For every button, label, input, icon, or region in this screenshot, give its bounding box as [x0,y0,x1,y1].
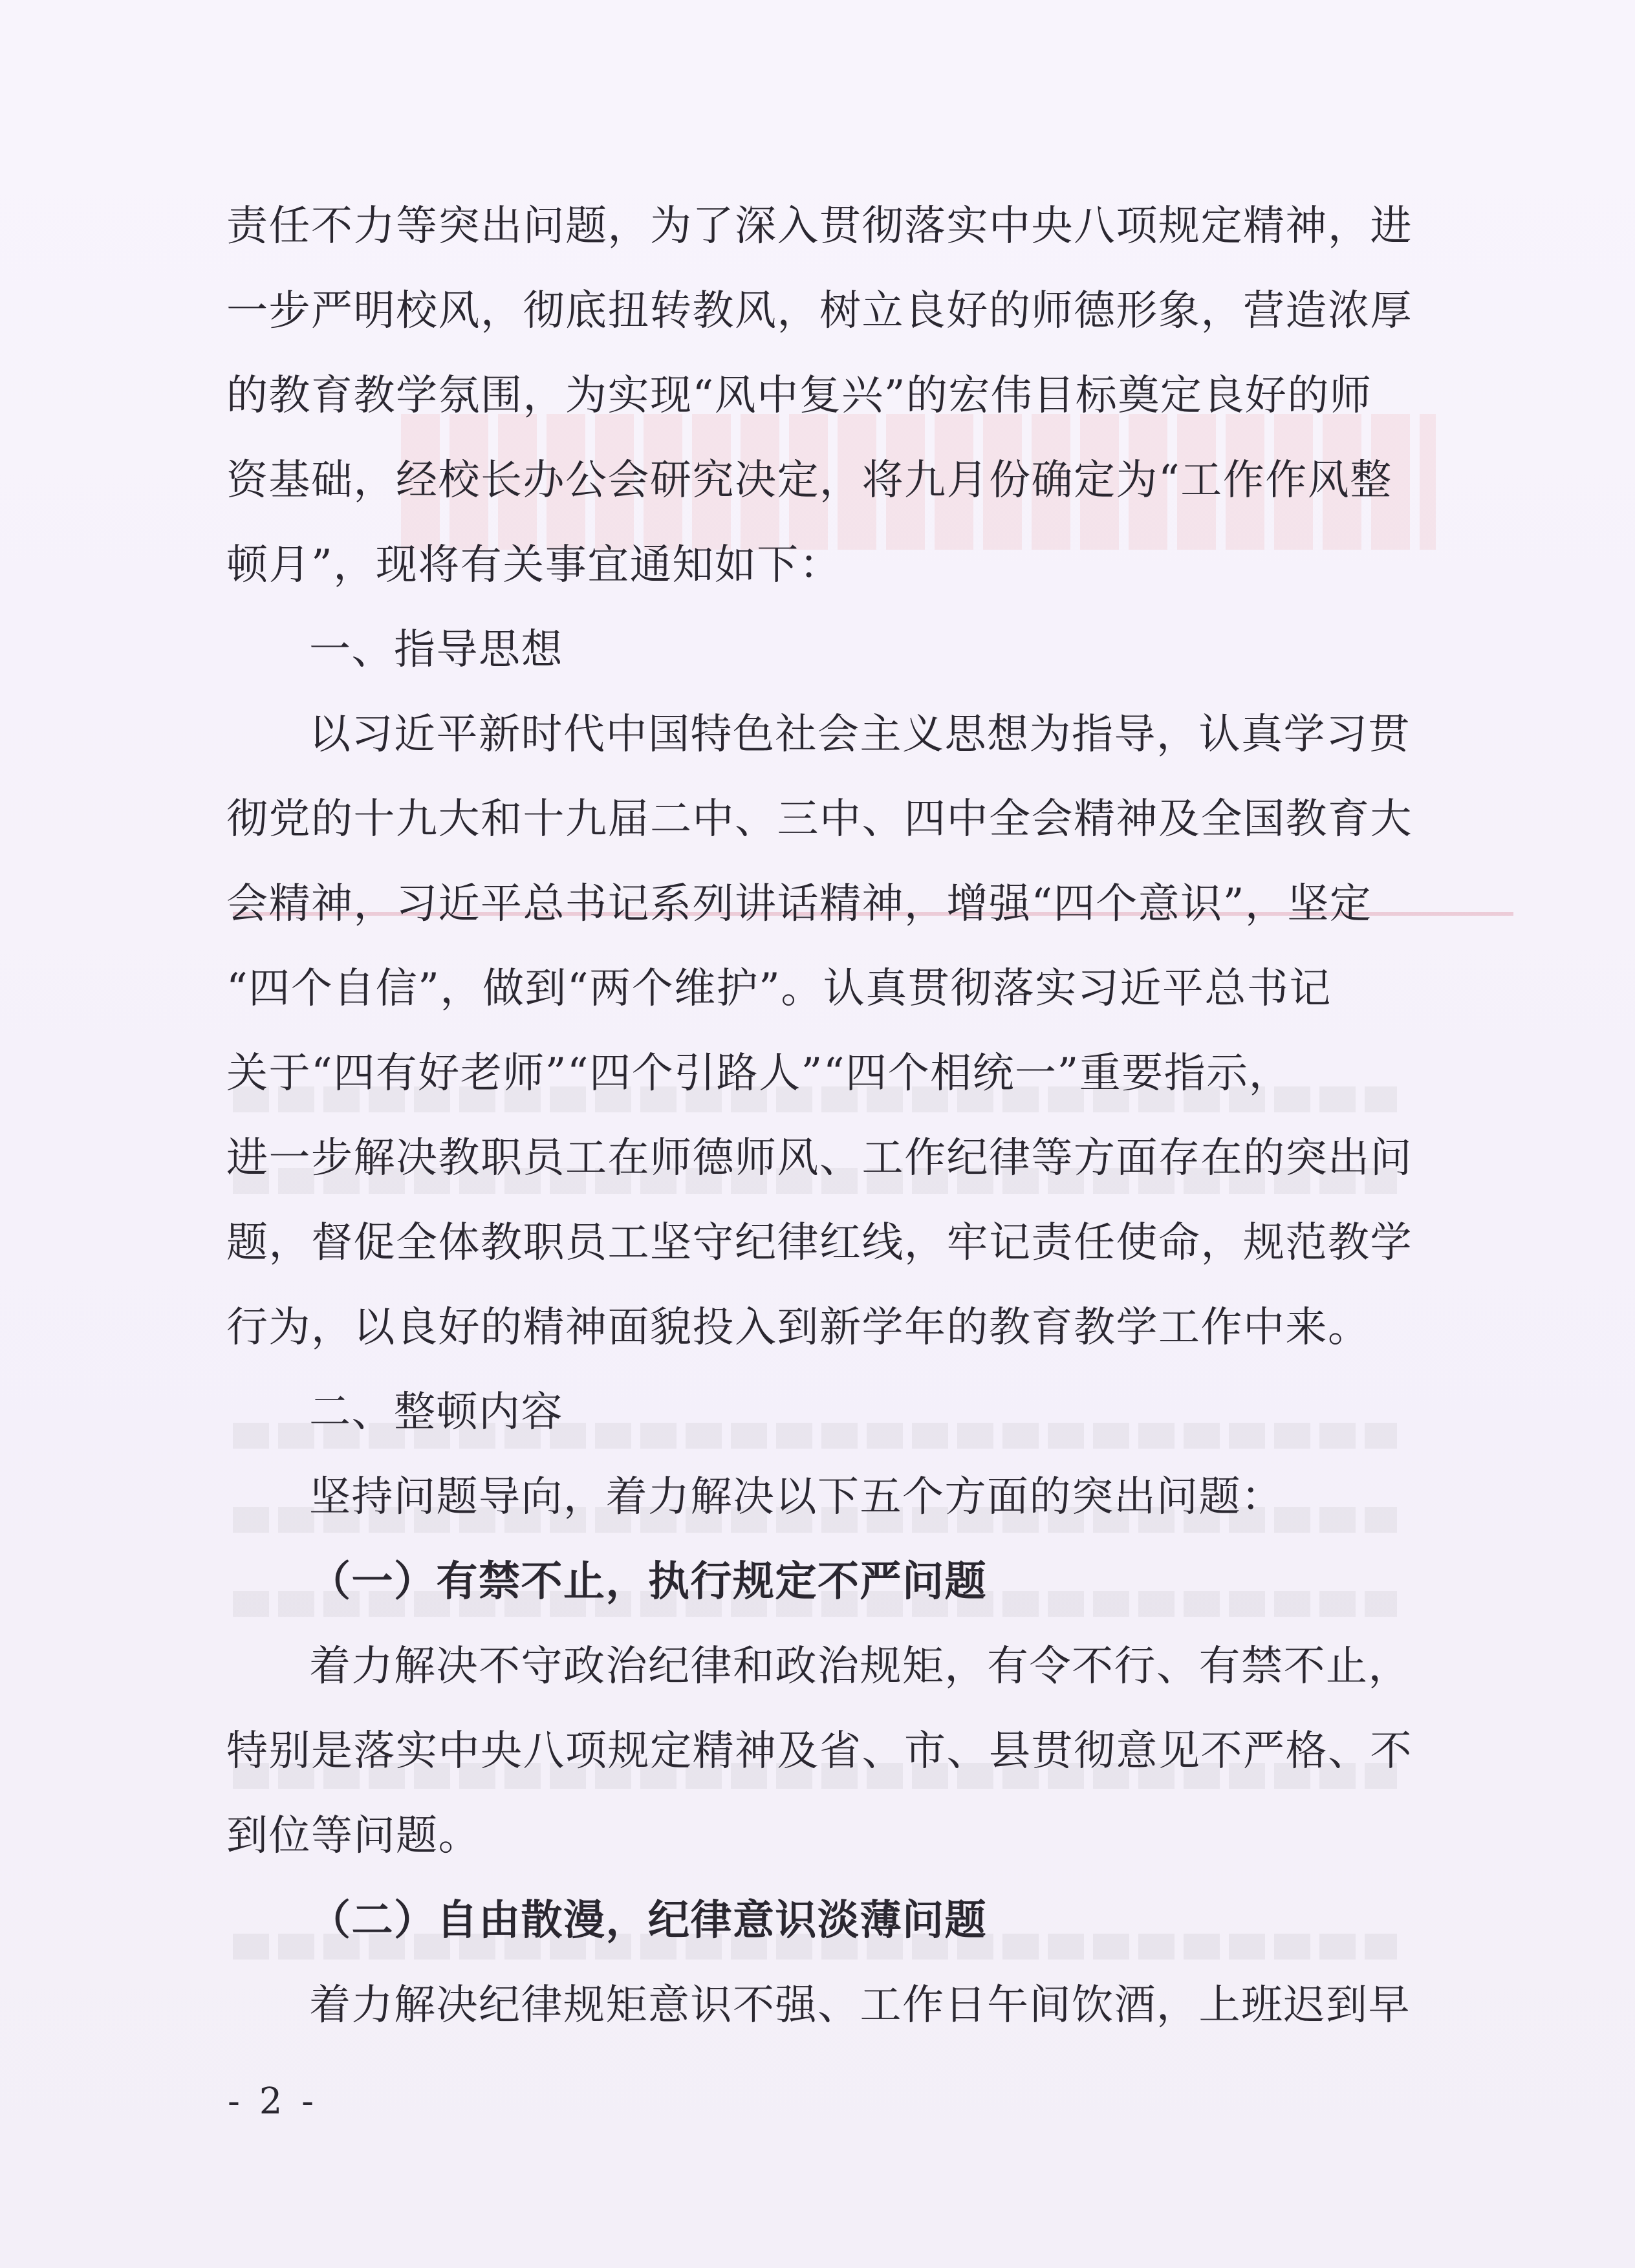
text-line: 资基础，经校长办公会研究决定，将九月份确定为“工作作风整 [226,457,1392,504]
text-line: 的教育教学氛围，为实现“风中复兴”的宏伟目标奠定良好的师 [226,372,1372,420]
text-line: 关于“四有好老师”“四个引路人”“四个相统一”重要指示， [226,1050,1292,1097]
text-line: 一、指导思想 [309,626,563,674]
section-subheading: （一）有禁不止，执行规定不严问题 [309,1557,987,1606]
text-line: 顿月”，现将有关事宜通知如下： [226,541,842,589]
text-line: “四个自信”，做到“两个维护”。认真贯彻落实习近平总书记 [226,965,1332,1013]
text-line: 彻党的十九大和十九届二中、三中、四中全会精神及全国教育大 [226,795,1413,843]
text-line: 坚持问题导向，着力解决以下五个方面的突出问题： [309,1473,1284,1521]
text-line: 二、整顿内容 [309,1388,563,1436]
text-line: 责任不力等突出问题，为了深入贯彻落实中央八项规定精神，进 [226,202,1413,250]
text-line: 题，督促全体教职员工坚守纪律红线，牢记责任使命，规范教学 [226,1219,1413,1267]
text-line: 行为，以良好的精神面貌投入到新学年的教育教学工作中来。 [226,1304,1370,1352]
text-line: 特别是落实中央八项规定精神及省、市、县贯彻意见不严格、不 [226,1727,1413,1775]
section-subheading: （二）自由散漫，纪律意识淡薄问题 [309,1896,987,1945]
body-text [226,202,1416,2069]
text-line: 着力解决不守政治纪律和政治规矩，有令不行、有禁不止， [309,1643,1411,1690]
text-line: 一步严明校风，彻底扭转教风，树立良好的师德形象，营造浓厚 [226,287,1413,335]
text-line: 会精神，习近平总书记系列讲话精神，增强“四个意识”，坚定 [226,880,1372,928]
page-number: - 2 - [228,2080,318,2122]
text-line: 以习近平新时代中国特色社会主义思想为指导，认真学习贯 [309,711,1411,759]
text-line: 到位等问题。 [226,1812,481,1860]
text-line: 进一步解决教职员工在师德师风、工作纪律等方面存在的突出问 [226,1134,1413,1182]
text-line: 着力解决纪律规矩意识不强、工作日午间饮酒，上班迟到早 [309,1982,1411,2029]
